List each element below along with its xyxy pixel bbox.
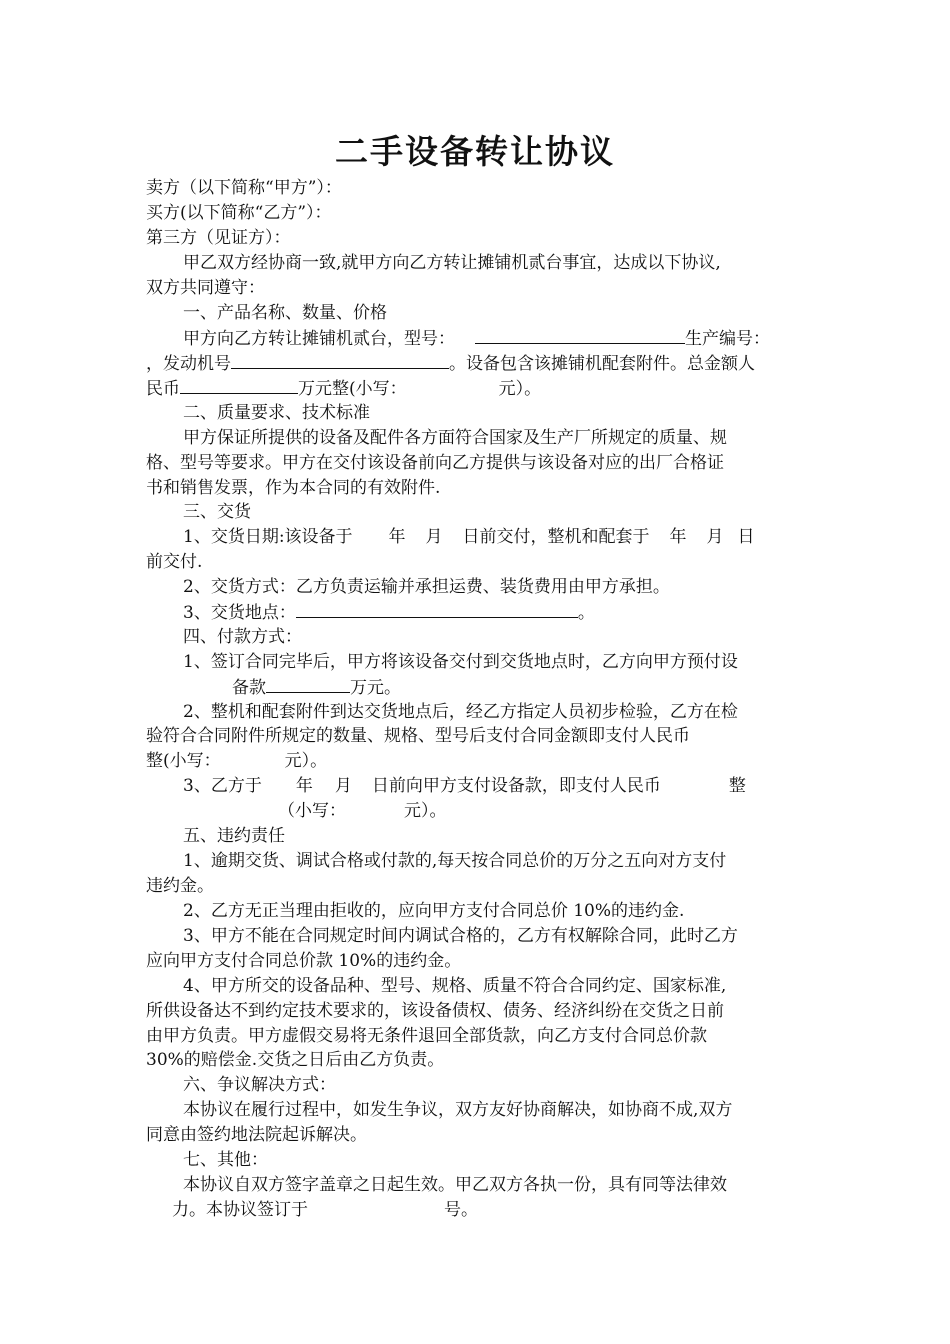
amount-blank <box>180 376 298 394</box>
section-6-heading: 六、争议解决方式： <box>183 1075 336 1095</box>
section-1-line-1 <box>183 326 770 351</box>
s4-text: 年 <box>295 776 313 796</box>
s1-text: 甲方向乙方转让摊铺机贰台，型号： <box>183 329 455 349</box>
dispute-line-2: 同意由签约地法院起诉解决。 <box>146 1125 367 1145</box>
section-1-line-3 <box>146 376 541 401</box>
section-7-heading: 七、其他： <box>183 1150 268 1170</box>
s1-text: 。设备包含该摊铺机配套附件。总金额人 <box>449 354 755 374</box>
section-2-line-2: 格、型号等要求。甲方在交付该设备前向乙方提供与该设备对应的出厂合格证 <box>146 453 724 473</box>
prepayment-blank <box>266 675 350 693</box>
intro-line-2: 双方共同遵守： <box>146 278 265 298</box>
s4-text: 备款 <box>232 678 266 698</box>
section-2-heading: 二、质量要求、技术标准 <box>183 403 370 423</box>
other-line-1: 本协议自双方签字盖章之日起生效。甲乙双方各执一份，具有同等法律效 <box>183 1175 727 1195</box>
s1-text: 万元整(小写： <box>298 379 407 399</box>
s4-text: 日前向甲方支付设备款，即支付人民币 <box>371 776 661 796</box>
payment-1-line-1: 1、签订合同完毕后，甲方将该设备交付到交货地点时，乙方向甲方预付设 <box>183 652 738 672</box>
liability-4-line-1: 4、甲方所交的设备品种、型号、规格、质量不符合合同约定、国家标准, <box>183 976 727 996</box>
delivery-date-line-2: 前交付. <box>146 552 203 572</box>
s3-text: 1、交货日期:该设备于 <box>183 527 353 547</box>
third-party-line: 第三方（见证方）： <box>146 228 291 248</box>
s4-text: 整 <box>728 776 746 796</box>
liability-3-line-1: 3、甲方不能在合同规定时间内调试合格的，乙方有权解除合同，此时乙方 <box>183 926 738 946</box>
section-1-line-2 <box>146 351 755 376</box>
payment-2-line-1: 2、整机和配套附件到达交货地点后，经乙方指定人员初步检验，乙方在检 <box>183 702 738 722</box>
engine-number-blank <box>231 351 449 369</box>
s1-text: 元）。 <box>498 379 542 399</box>
section-3-heading: 三、交货 <box>183 502 251 522</box>
liability-1-line-2: 违约金。 <box>146 876 214 896</box>
section-5-heading: 五、违约责任 <box>183 826 285 846</box>
buyer-line: 买方(以下简称“乙方”）： <box>146 203 332 223</box>
payment-2-line-2: 验符合合同附件所规定的数量、规格、型号后支付合同金额即支付人民币 <box>146 726 690 746</box>
s3-text: 月 <box>706 527 724 547</box>
page-title: 二手设备转让协议 <box>335 132 615 171</box>
liability-4-line-4: 30%的赔偿金.交货之日后由乙方负责。 <box>146 1050 445 1070</box>
other-line-2 <box>172 1198 478 1222</box>
s3-text: 日 <box>737 527 755 547</box>
section-4-heading: 四、付款方式： <box>183 627 302 647</box>
section-2-line-3: 书和销售发票，作为本合同的有效附件. <box>146 478 441 498</box>
s7-text: 号。 <box>444 1200 478 1220</box>
s4-text: （小写： <box>278 801 346 821</box>
delivery-method-line: 2、交货方式：乙方负责运输并承担运费、装货费用由甲方承担。 <box>183 577 670 597</box>
seller-line: 卖方（以下简称“甲方”）： <box>146 178 342 198</box>
delivery-place-blank <box>296 600 578 618</box>
s4-text: 万元。 <box>350 678 401 698</box>
intro-line-1: 甲乙双方经协商一致,就甲方向乙方转让摊铺机贰台事宜，达成以下协议, <box>183 253 721 273</box>
section-2-line-1: 甲方保证所提供的设备及配件各方面符合国家及生产厂所规定的质量、规 <box>183 428 727 448</box>
s4-text: 3、乙方于 <box>183 776 262 796</box>
liability-3-line-2: 应向甲方支付合同总价款 10%的违约金。 <box>146 951 462 971</box>
s4-text: 元）。 <box>404 801 447 821</box>
s1-text: 民币 <box>146 379 180 399</box>
s3-text: 年 <box>669 527 687 547</box>
s3-text: 3、交货地点： <box>183 603 296 623</box>
s1-text: ，发动机号 <box>146 354 231 374</box>
s3-text: 。 <box>577 603 595 623</box>
dispute-line-1: 本协议在履行过程中，如发生争议，双方友好协商解决，如协商不成,双方 <box>183 1100 733 1120</box>
s4-text: 月 <box>334 776 352 796</box>
payment-2-line-3 <box>146 749 327 773</box>
payment-3-line-2 <box>278 799 447 823</box>
s3-text: 年 <box>388 527 406 547</box>
s3-text: 月 <box>425 527 443 547</box>
section-1-heading: 一、产品名称、数量、价格 <box>183 303 387 323</box>
delivery-place-line <box>183 600 595 625</box>
s4-text: 整(小写： <box>146 751 221 771</box>
s1-text: 生产编号： <box>685 329 770 349</box>
s4-text: 元）。 <box>284 751 328 771</box>
liability-1-line-1: 1、逾期交货、调试合格或付款的,每天按合同总价的万分之五向对方支付 <box>183 851 727 871</box>
liability-4-line-3: 由甲方负责。甲方虚假交易将无条件退回全部货款，向乙方支付合同总价款 <box>146 1026 707 1046</box>
payment-1-line-2 <box>232 675 401 700</box>
s7-text: 力。本协议签订于 <box>172 1200 308 1220</box>
liability-2-line: 2、乙方无正当理由拒收的，应向甲方支付合同总价 10%的违约金. <box>183 901 685 921</box>
delivery-date-line <box>183 525 755 549</box>
s3-text: 日前交付，整机和配套于 <box>462 527 650 547</box>
liability-4-line-2: 所供设备达不到约定技术要求的，该设备债权、债务、经济纠纷在交货之日前 <box>146 1001 724 1021</box>
payment-3-line-1 <box>183 774 746 798</box>
model-blank <box>475 326 685 344</box>
